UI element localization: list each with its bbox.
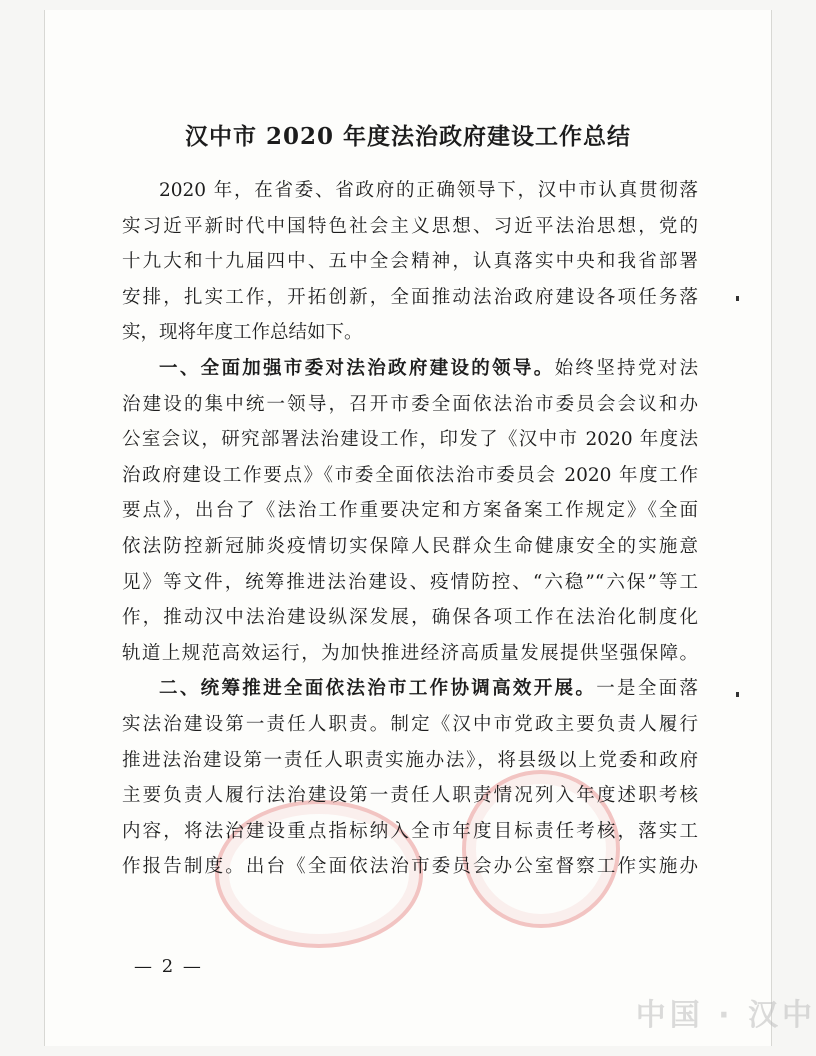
section1-first-line [122, 351, 698, 387]
watermark: 中国 · 汉中 [635, 998, 816, 1033]
section1-line: 治建设的集中统一领导，召开市委全面依法治市委员会会议和办 [122, 393, 698, 415]
section2-line: 作报告制度。出台《全面依法治市委员会办公室督察工作实施办 [122, 856, 698, 878]
para-intro-line-4: 安排，扎实工作，开拓创新，全面推动法治政府建设各项任务落 [122, 286, 698, 308]
section2-line: 内容，将法治建设重点指标纳入全市年度目标责任考核，落实工 [122, 820, 698, 842]
section2-first-line-rest: 一是全面落 [596, 678, 698, 700]
section1-line: 治政府建设工作要点》《市委全面依法治市委员会 2020 年度工作 [122, 464, 698, 486]
section2-line: 主要负责人履行法治建设第一责任人职责情况列入年度述职考核 [122, 785, 698, 807]
para-intro-line-5: 实，现将年度工作总结如下。 [122, 322, 363, 344]
scan-speck [736, 296, 739, 301]
para-intro-line-1: 2020 年，在省委、省政府的正确领导下，汉中市认真贯彻落 [159, 180, 698, 201]
section1-first-line-rest: 始终坚持党对法 [554, 357, 698, 379]
scan-speck [736, 692, 739, 697]
document-body [122, 173, 698, 885]
section1-line: 公室会议，研究部署法治建设工作，印发了《汉中市 2020 年度法 [122, 429, 698, 451]
section1-line: 依法防控新冠肺炎疫情切实保障人民群众生命健康安全的实施意 [122, 535, 698, 557]
section1-line: 作，推动汉中法治建设纵深发展，确保各项工作在法治化制度化 [122, 607, 698, 629]
section2-first-line [122, 671, 698, 707]
section1-heading: 一、全面加强市委对法治政府建设的领导。 [159, 357, 555, 379]
section1-line: 见》等文件，统筹推进法治建设、疫情防控、“六稳”“六保”等工 [122, 571, 698, 593]
para-intro-line-3: 十九大和十九届四中、五中全会精神，认真落实中央和我省部署 [122, 251, 698, 273]
section2-line: 推进法治建设第一责任人职责实施办法》，将县级以上党委和政府 [122, 749, 698, 771]
section1-line: 轨道上规范高效运行，为加快推进经济高质量发展提供坚强保障。 [122, 642, 698, 664]
section2-heading: 二、统筹推进全面依法治市工作协调高效开展。 [159, 678, 597, 700]
section1-line: 要点》，出台了《法治工作重要决定和方案备案工作规定》《全面 [122, 500, 698, 522]
section2-line: 实法治建设第一责任人职责。制定《汉中市党政主要负责人履行 [122, 713, 698, 735]
document-title: 汉中市 2020 年度法治政府建设工作总结 [184, 123, 632, 150]
para-intro-line-2: 实习近平新时代中国特色社会主义思想、习近平法治思想，党的 [122, 215, 698, 237]
page-number: — 2 — [134, 956, 203, 977]
